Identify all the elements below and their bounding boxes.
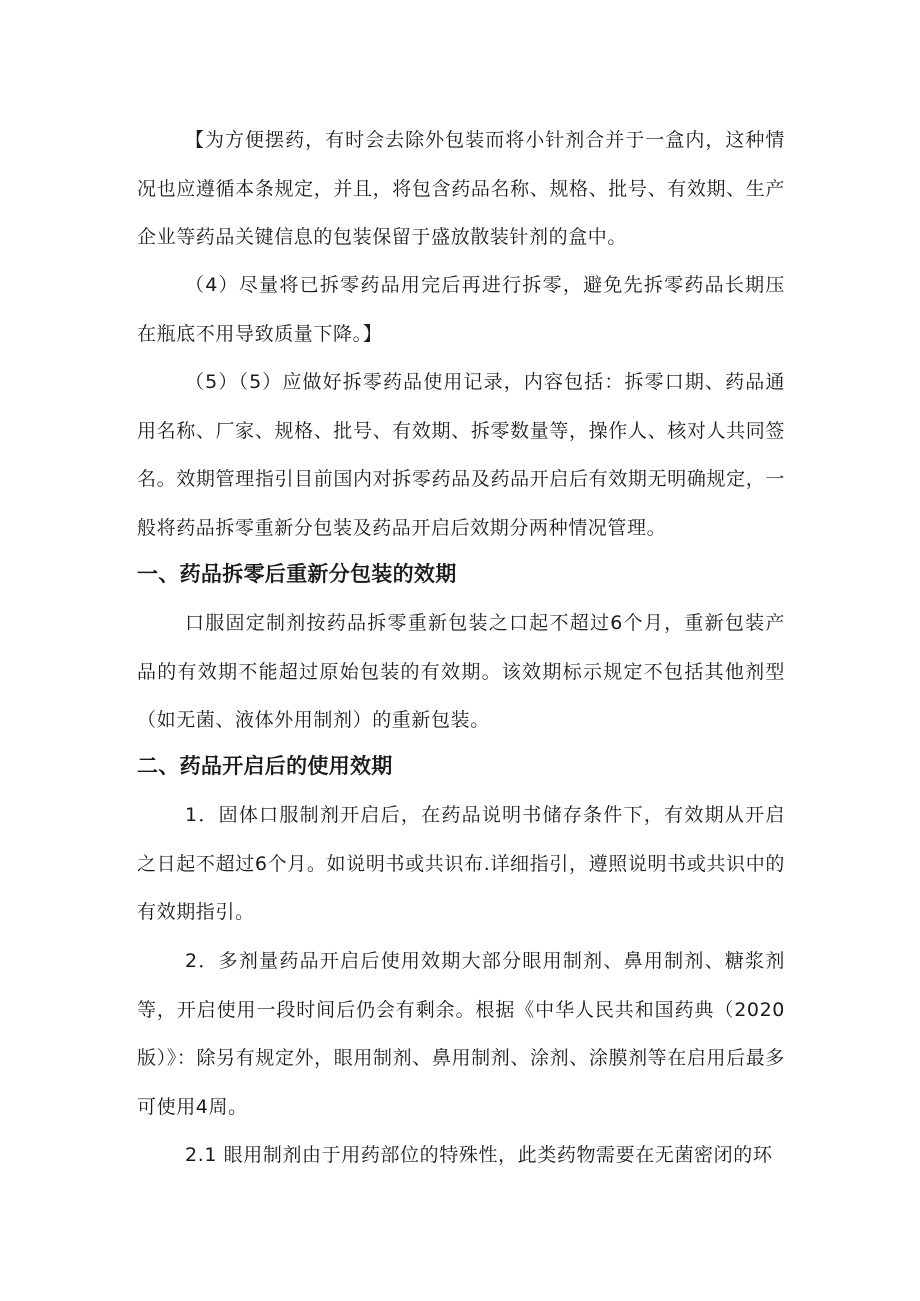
paragraph-ophthalmic: 2.1 眼用制剂由于用药部位的特殊性，此类药物需要在无菌密闭的环 [185,1144,773,1166]
section-heading-repackaging-expiry: 一、药品拆零后重新分包装的效期 [137,562,457,586]
paragraph-multi-dose: 2．多剂量药品开启后使用效期大部分眼用制剂、鼻用制剂、糖浆剂等，开启使用一段时间后仍会有剩余。根据《中华人民共和国药典（2020版）》：除另有规定外，眼用制剂、鼻用制剂、涂剂、涂膜剂等在启用后最多可使用4周。 [137,950,785,1118]
paragraph-item-4: （4）尽量将已拆零药品用完后再进行拆零，避免先拆零药品长期压在瓶底不用导致质量下降。】 [137,274,785,345]
section-heading-opened-expiry: 二、药品开启后的使用效期 [137,754,393,778]
paragraph-oral-solid-repackaging: 口服固定制剂按药品拆零重新包装之口起不超过6个月，重新包装产品的有效期不能超过原始包装的有效期。该效期标示规定不包括其他剂型（如无菌、液体外用制剂）的重新包装。 [137,612,785,731]
paragraph-repackaging-injections: 【为方便摆药，有时会去除外包装而将小针剂合并于一盒内，这种情况也应遵循本条规定，并且，将包含药品名称、规格、批号、有效期、生产企业等药品关键信息的包装保留于盛放散装针剂的盒中。 [137,129,785,248]
paragraph-item-5: （5）（5）应做好拆零药品使用记录，内容包括：拆零口期、药品通用名称、厂家、规格、批号、有效期、拆零数量等，操作人、核对人共同签名。效期管理指引目前国内对拆零药品及药品开启后有效期无明确规定，一般将药品拆零重新分包装及药品开启后效期分两种情况管理。 [137,371,785,539]
paragraph-oral-solid-opened: 1．固体口服制剂开启后，在药品说明书储存条件下，有效期从开启之日起不超过6个月。如说明书或共识布.详细指引，遵照说明书或共识中的有效期指引。 [137,804,785,923]
